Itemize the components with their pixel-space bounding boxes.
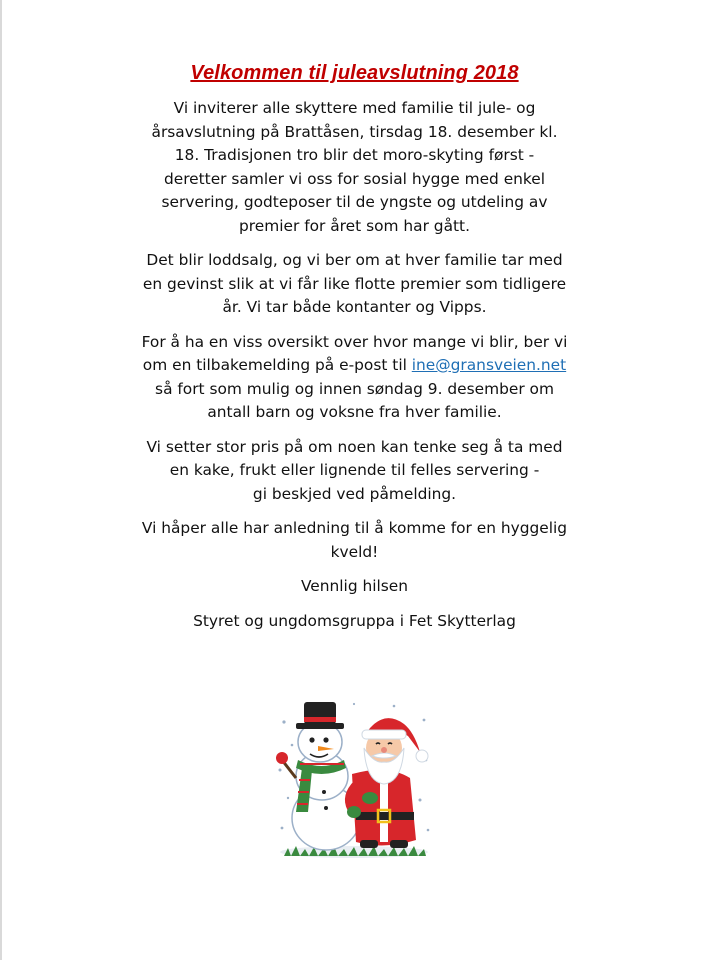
text-line: premier for året som har gått. (239, 216, 470, 235)
text-line-with-email (122, 354, 587, 378)
paragraph-invitation (122, 97, 587, 238)
text-line: årsavslutning på Brattåsen, tirsdag 18. desember kl. (151, 122, 558, 141)
email-prefix: om en tilbakemelding på e-post til (142, 356, 412, 374)
text-line: deretter samler vi oss for sosial hygge med enkel (163, 169, 546, 188)
text-line: servering, godteposer til de yngste og utdeling av (161, 193, 548, 211)
closing-greeting: Vennlig hilsen (300, 577, 409, 595)
text-line: Vi håper alle har anledning til å komme for en hyggelig (141, 519, 568, 537)
text-line: gi beskjed ved påmelding. (252, 484, 457, 503)
paragraph-signup (122, 331, 587, 425)
text-line: Det blir loddsalg, og vi ber om at hver familie tar med (146, 251, 563, 269)
text-line: 18. Tradisjonen tro blir det moro-skyting først - (174, 146, 535, 164)
document-title: Velkommen til juleavslutning 2018 (190, 62, 519, 84)
text-line: Vi inviterer alle skyttere med familie til jule- og (173, 99, 536, 117)
snowman (276, 702, 360, 850)
text-line: For å ha en viss oversikt over hvor mange vi blir, ber vi (141, 332, 568, 351)
santa (347, 718, 428, 848)
signature: Styret og ungdomsgruppa i Fet Skytterlag (193, 611, 516, 630)
document-content (122, 62, 587, 644)
text-line: år. Vi tar både kontanter og Vipps. (222, 298, 487, 316)
snowman-and-santa-illustration (274, 700, 434, 865)
text-line: antall barn og voksne fra hver familie. (207, 403, 502, 421)
email-link[interactable]: ine@gransveien.net (411, 356, 567, 374)
text-line: Vi setter stor pris på om noen kan tenke seg å ta med (146, 437, 563, 456)
paragraph-lottery (122, 249, 587, 320)
paragraph-cake (122, 436, 587, 507)
paragraph-hope (122, 517, 587, 564)
text-line: en gevinst slik at vi får like flotte premier som tidligere (142, 274, 567, 293)
text-line: så fort som mulig og innen søndag 9. desember om (155, 379, 554, 398)
text-line: en kake, frukt eller lignende til felles servering - (169, 461, 540, 479)
text-line: kveld! (330, 542, 379, 561)
